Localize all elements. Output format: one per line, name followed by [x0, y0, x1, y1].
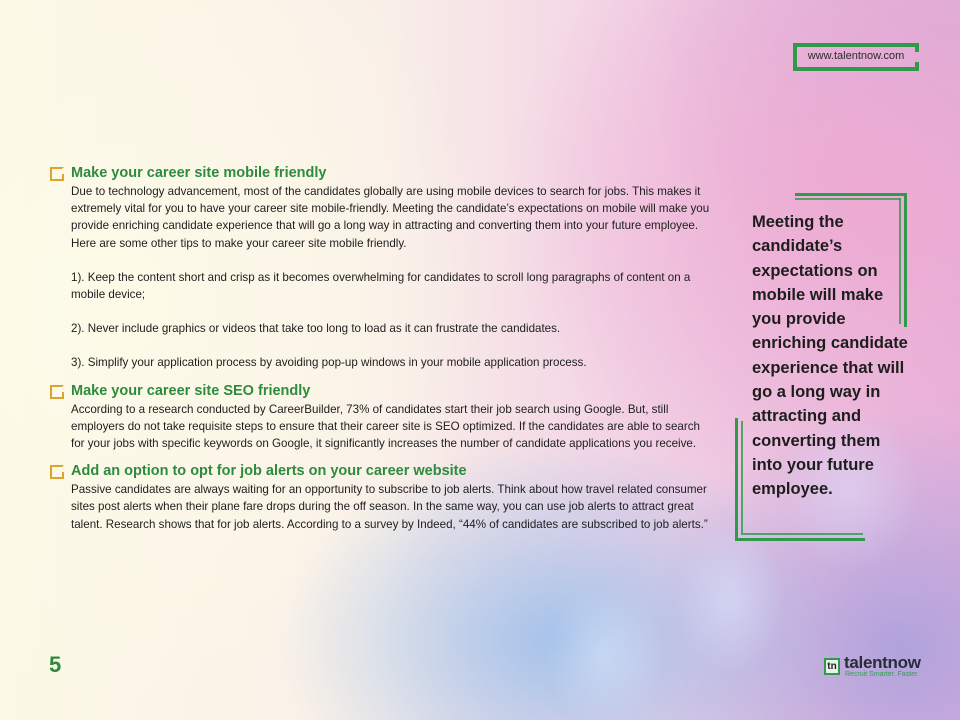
main-content [50, 164, 710, 543]
tip-item: 1). Keep the content short and crisp as it becomes overwhelming for candidates to scroll long paragraphs of content on a mobile device; [71, 270, 691, 302]
section-paragraph: Passive candidates are always waiting for an opportunity to subscribe to job alerts. Think about how travel related consumer sites post alerts when their plane fare drops during the off season. In the same way, you can use job alerts to attract great talent. Research shows that for job alerts. According to a survey by Indeed, “44% of candidates are subscribed to job alerts.” [71, 483, 708, 531]
quote-border-bottom-inner [741, 533, 863, 535]
section-mobile-friendly [50, 164, 710, 372]
quote-border-left [735, 418, 738, 541]
quote-border-top-inner [795, 198, 901, 200]
section-paragraph: Due to technology advancement, most of the candidates globally are using mobile devices to search for jobs. This makes it extremely vital for you to have your career site mobile-friendly. Meeting the candidate’s expectations on mobile will make you provide enriching candidate experience that will go a long way in attracting and converting them into your future employee. Here are some other tips to make your career site mobile friendly. [71, 185, 710, 250]
pull-quote [735, 193, 908, 541]
tip-item: 2). Never include graphics or videos that take too long to load as it can frustrate the candidates. [71, 322, 561, 336]
section-job-alerts [50, 462, 710, 533]
checkbox-bullet-icon [50, 167, 64, 181]
section-seo-friendly [50, 382, 710, 453]
logo-name: talentnow [844, 653, 921, 672]
section-title: Make your career site mobile friendly [71, 165, 327, 181]
section-paragraph: According to a research conducted by CareerBuilder, 73% of candidates start their job search using Google. But, still employers do not take requisite steps to ensure that their career site is SEO optimized. If the candidates are able to search for your jobs with specific keywords on Google, it significantly increases the number of candidate applications you receive. [71, 402, 700, 451]
checkbox-bullet-icon [50, 385, 64, 399]
logo-mark-icon: tn [824, 658, 840, 675]
quote-border-bottom [735, 538, 865, 541]
quote-border-left-inner [741, 421, 743, 533]
website-url-box [793, 43, 915, 71]
pull-quote-text: Meeting the candidate’s expectations on mobile will make you provide enriching candidate experience that will go a long way in attracting and converting them into your future employee. [752, 213, 908, 499]
page-number: 5 [49, 652, 62, 677]
website-url[interactable]: www.talentnow.com [807, 50, 905, 62]
quote-border-top [795, 193, 907, 196]
tip-item: 3). Simplify your application process by avoiding pop-up windows in your mobile application process. [71, 356, 587, 370]
logo-tagline: Recruit Smarter. Faster. [845, 671, 919, 678]
section-title: Add an option to opt for job alerts on your career website [71, 463, 467, 480]
checkbox-bullet-icon [50, 465, 64, 479]
section-title: Make your career site SEO friendly [71, 382, 311, 399]
